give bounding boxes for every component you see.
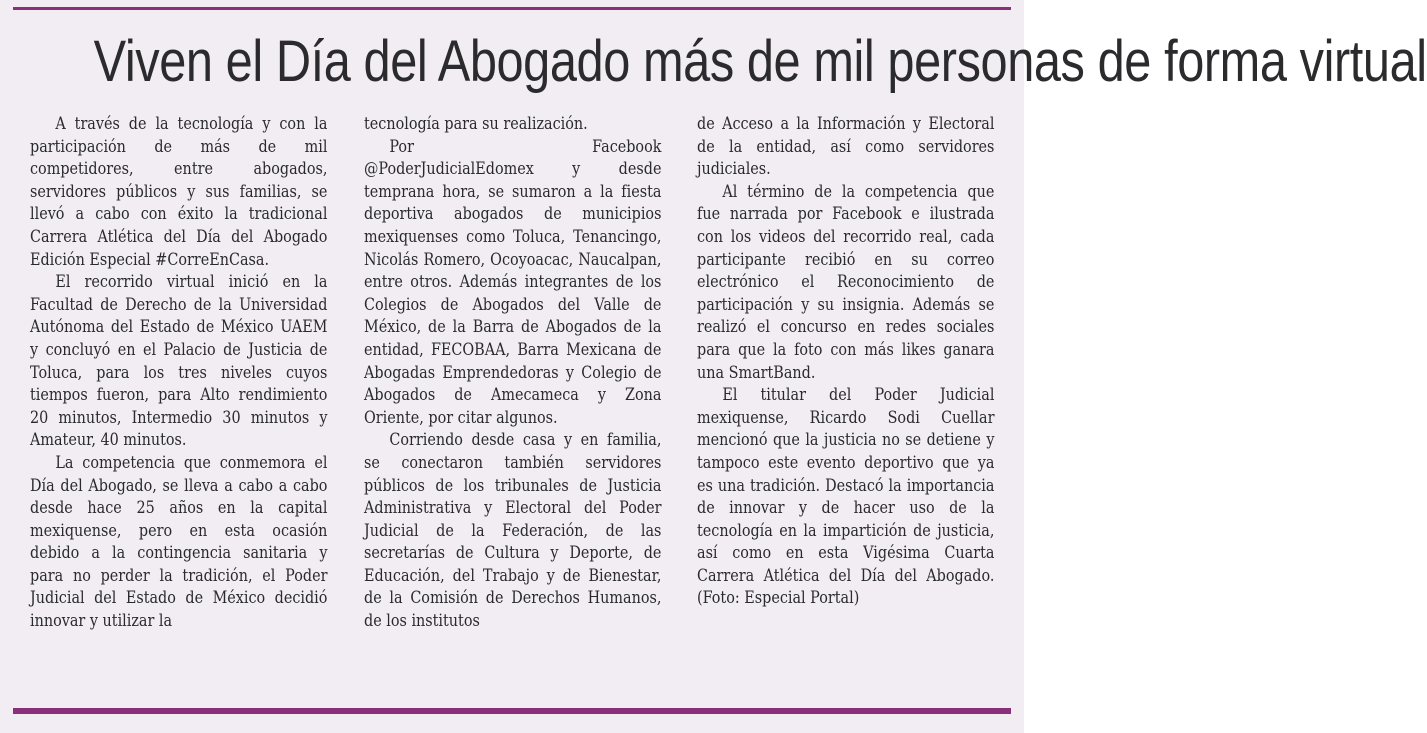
column-3-paragraph: Al término de la competencia que fue narrada por Facebook e ilustrada con los videos del recorrido real, cada participante recibió en su correo electrónico el Reconocimiento de participación y su insignia. Además se realizó el concurso en redes sociales para que la foto con más likes ganara una SmartBand. <box>697 181 995 383</box>
top-rule <box>13 7 1011 10</box>
column-2-paragraph: Corriendo desde casa y en familia, se conectaron también servidores públicos de los tribunales de Justicia Administrativa y Electoral del Poder Judicial de la Federación, de las secretarías de Cultura y Deporte, de Educación, del Trabajo y de Bienestar, de la Comisión de Derechos Humanos, de los institutos <box>364 430 662 632</box>
column-3 <box>697 113 994 610</box>
column-1-paragraph: A través de la tecnología y con la participación de más de mil competidores, entre abogados, servidores públicos y sus familias, se llevó a cabo con éxito la tradicional Carrera Atlética del Día del Abogado Edición Especial #CorreEnCasa. <box>30 114 328 270</box>
column-1-paragraph: La competencia que conmemora el Día del Abogado, se lleva a cabo a cabo desde hace 25 años en la capital mexiquense, pero en esta ocasión debido a la contingencia sanitaria y para no perder la tradición, el Poder Judicial del Estado de México decidió innovar y utilizar la <box>30 452 328 632</box>
headline: Viven el Día del Abogado más de mil personas de forma virtual <box>93 29 1427 94</box>
column-3-continuation: de Acceso a la Información y Electoral de la entidad, así como servidores judiciales. <box>697 114 995 180</box>
column-1 <box>30 113 327 633</box>
bottom-rule <box>13 708 1011 714</box>
column-3-paragraph: El titular del Poder Judicial mexiquense, Ricardo Sodi Cuellar mencionó que la justicia no se detiene y tampoco este evento deportivo que ya es una tradición. Destacó la importancia de innovar y de hacer uso de la tecnología en la impartición de justicia, así como en esta Vigésima Cuarta Carrera Atlética del Día del Abogado. (Foto: Especial Portal) <box>697 385 995 609</box>
column-1-paragraph: El recorrido virtual inició en la Facultad de Derecho de la Universidad Autónoma del Estado de México UAEM y concluyó en el Palacio de Justicia de Toluca, para los tres niveles cuyos tiempos fueron, para Alto rendimiento 20 minutos, Intermedio 30 minutos y Amateur, 40 minutos. <box>30 272 328 451</box>
column-2 <box>364 113 661 633</box>
column-2-continuation: tecnología para su realización. <box>364 114 588 134</box>
column-2-paragraph: Por Facebook @PoderJudicialEdomex y desde temprana hora, se sumaron a la fiesta deportiva abogados de municipios mexiquenses como Toluca, Tenancingo, Nicolás Romero, Ocoyoacac, Naucalpan, entre otros. Además integrantes de los Colegios de Abogados del Valle de México, de la Barra de Abogados de la entidad, FECOBAA, Barra Mexicana de Abogadas Emprendedoras y Colegio de Abogados de Amecameca y Zona Oriente, por citar algunos. <box>364 136 662 428</box>
